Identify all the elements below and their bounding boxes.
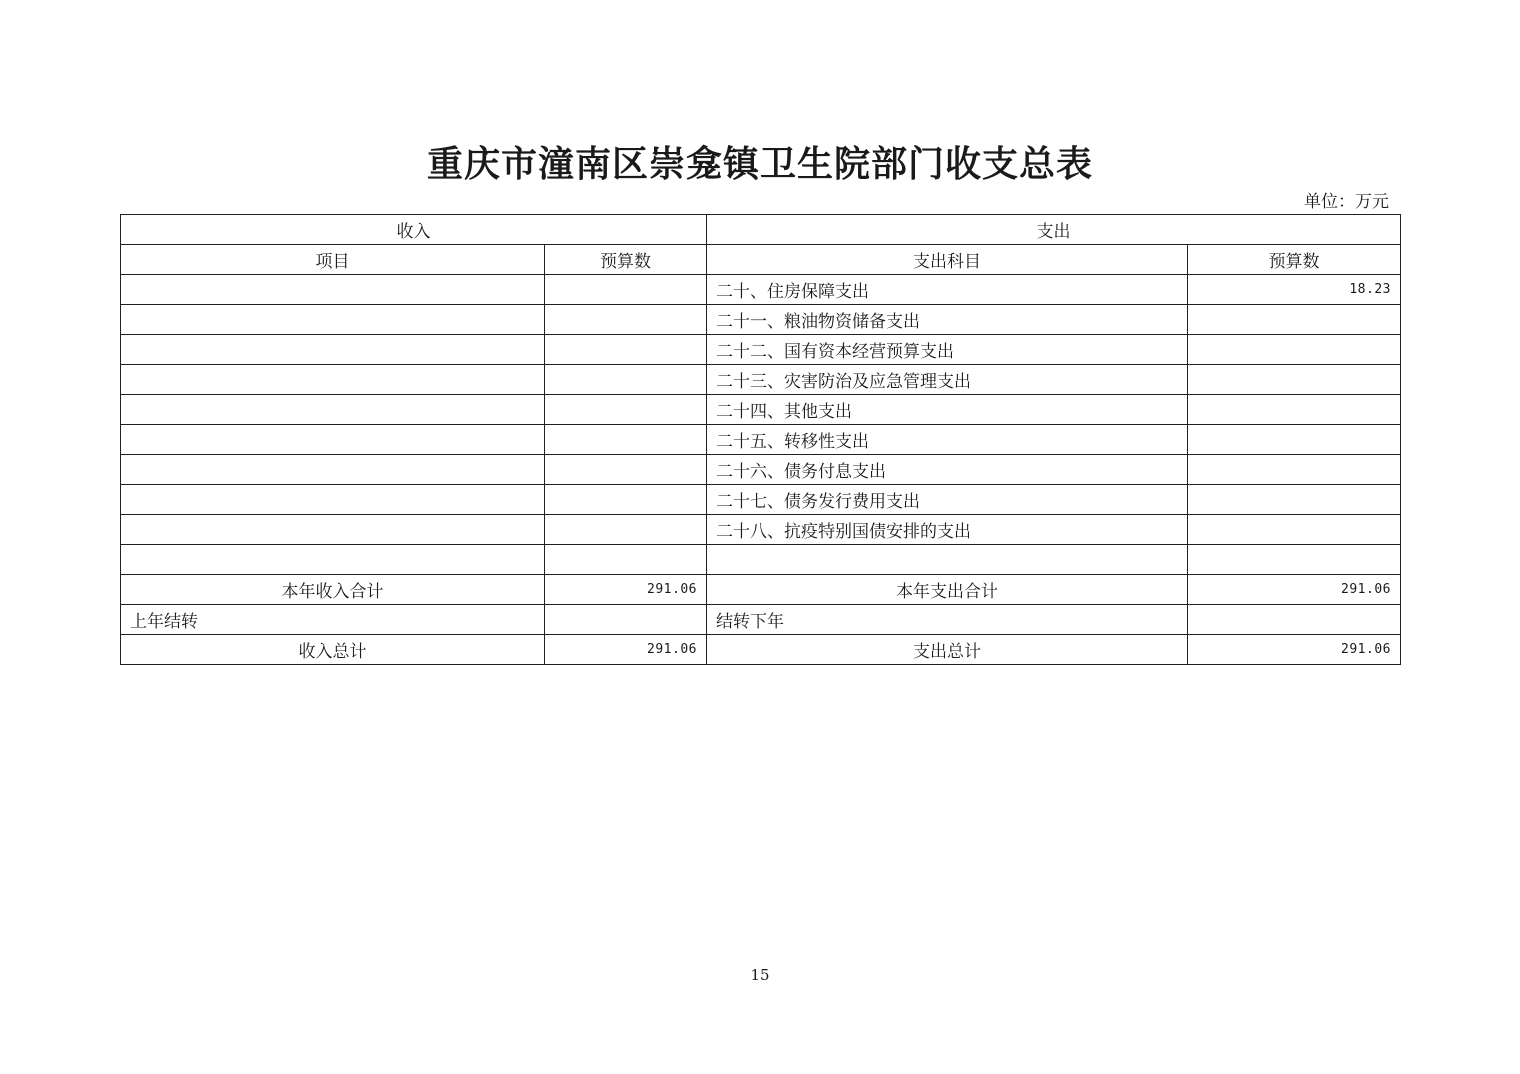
expense-budget-cell: [1188, 515, 1401, 545]
income-total-value: 291.06: [545, 635, 707, 665]
group-header-row: [121, 215, 1401, 245]
income-budget-cell: [545, 455, 707, 485]
income-group-header: 收入: [121, 215, 707, 245]
table-row: [121, 455, 1401, 485]
income-item-cell: [121, 335, 545, 365]
expense-item-cell: 二十八、抗疫特别国债安排的支出: [707, 515, 1188, 545]
total-row: [121, 635, 1401, 665]
income-item-cell: [121, 485, 545, 515]
income-carryover-label: 上年结转: [121, 605, 545, 635]
table-row: [121, 365, 1401, 395]
income-budget-cell: [545, 275, 707, 305]
expense-budget-cell: [1188, 545, 1401, 575]
income-item-cell: [121, 545, 545, 575]
expense-item-cell: 二十三、灾害防治及应急管理支出: [707, 365, 1188, 395]
income-item-cell: [121, 395, 545, 425]
table-row: [121, 515, 1401, 545]
subtotal-row: [121, 575, 1401, 605]
expense-item-cell: [707, 545, 1188, 575]
income-budget-cell: [545, 425, 707, 455]
income-item-cell: [121, 365, 545, 395]
income-budget-cell: [545, 485, 707, 515]
expense-subtotal-value: 291.06: [1188, 575, 1401, 605]
table-row: [121, 305, 1401, 335]
table-row: [121, 335, 1401, 365]
expense-budget-cell: 18.23: [1188, 275, 1401, 305]
expense-budget-cell: [1188, 395, 1401, 425]
income-subtotal-value: 291.06: [545, 575, 707, 605]
income-item-cell: [121, 275, 545, 305]
expense-item-cell: 二十四、其他支出: [707, 395, 1188, 425]
income-budget-header: 预算数: [545, 245, 707, 275]
expense-item-header: 支出科目: [707, 245, 1188, 275]
income-carryover-value: [545, 605, 707, 635]
expense-item-cell: 二十一、粮油物资储备支出: [707, 305, 1188, 335]
table-row: [121, 545, 1401, 575]
expense-total-label: 支出总计: [707, 635, 1188, 665]
income-budget-cell: [545, 335, 707, 365]
expense-item-cell: 二十六、债务付息支出: [707, 455, 1188, 485]
expense-budget-cell: [1188, 455, 1401, 485]
income-budget-cell: [545, 365, 707, 395]
income-budget-cell: [545, 515, 707, 545]
expense-item-cell: 二十七、债务发行费用支出: [707, 485, 1188, 515]
income-budget-cell: [545, 395, 707, 425]
income-item-cell: [121, 305, 545, 335]
income-total-label: 收入总计: [121, 635, 545, 665]
income-item-header: 项目: [121, 245, 545, 275]
expense-carryover-label: 结转下年: [707, 605, 1188, 635]
column-header-row: [121, 245, 1401, 275]
income-item-cell: [121, 455, 545, 485]
page-number: 15: [750, 966, 770, 984]
expense-budget-cell: [1188, 365, 1401, 395]
expense-budget-cell: [1188, 305, 1401, 335]
expense-subtotal-label: 本年支出合计: [707, 575, 1188, 605]
table-row: [121, 425, 1401, 455]
unit-label: 单位：万元: [1304, 192, 1389, 212]
expense-budget-header: 预算数: [1188, 245, 1401, 275]
expense-budget-cell: [1188, 485, 1401, 515]
expense-budget-cell: [1188, 425, 1401, 455]
expense-item-cell: 二十、住房保障支出: [707, 275, 1188, 305]
document-title: 重庆市潼南区崇龛镇卫生院部门收支总表: [426, 143, 1093, 185]
income-budget-cell: [545, 305, 707, 335]
expense-item-cell: 二十二、国有资本经营预算支出: [707, 335, 1188, 365]
table-row: [121, 485, 1401, 515]
expense-total-value: 291.06: [1188, 635, 1401, 665]
income-item-cell: [121, 425, 545, 455]
expense-budget-cell: [1188, 335, 1401, 365]
expense-carryover-value: [1188, 605, 1401, 635]
income-item-cell: [121, 515, 545, 545]
expense-group-header: 支出: [707, 215, 1401, 245]
carryover-row: [121, 605, 1401, 635]
income-subtotal-label: 本年收入合计: [121, 575, 545, 605]
table-row: [121, 395, 1401, 425]
expense-item-cell: 二十五、转移性支出: [707, 425, 1188, 455]
table-row: [121, 275, 1401, 305]
budget-summary-table: [120, 214, 1401, 665]
income-budget-cell: [545, 545, 707, 575]
